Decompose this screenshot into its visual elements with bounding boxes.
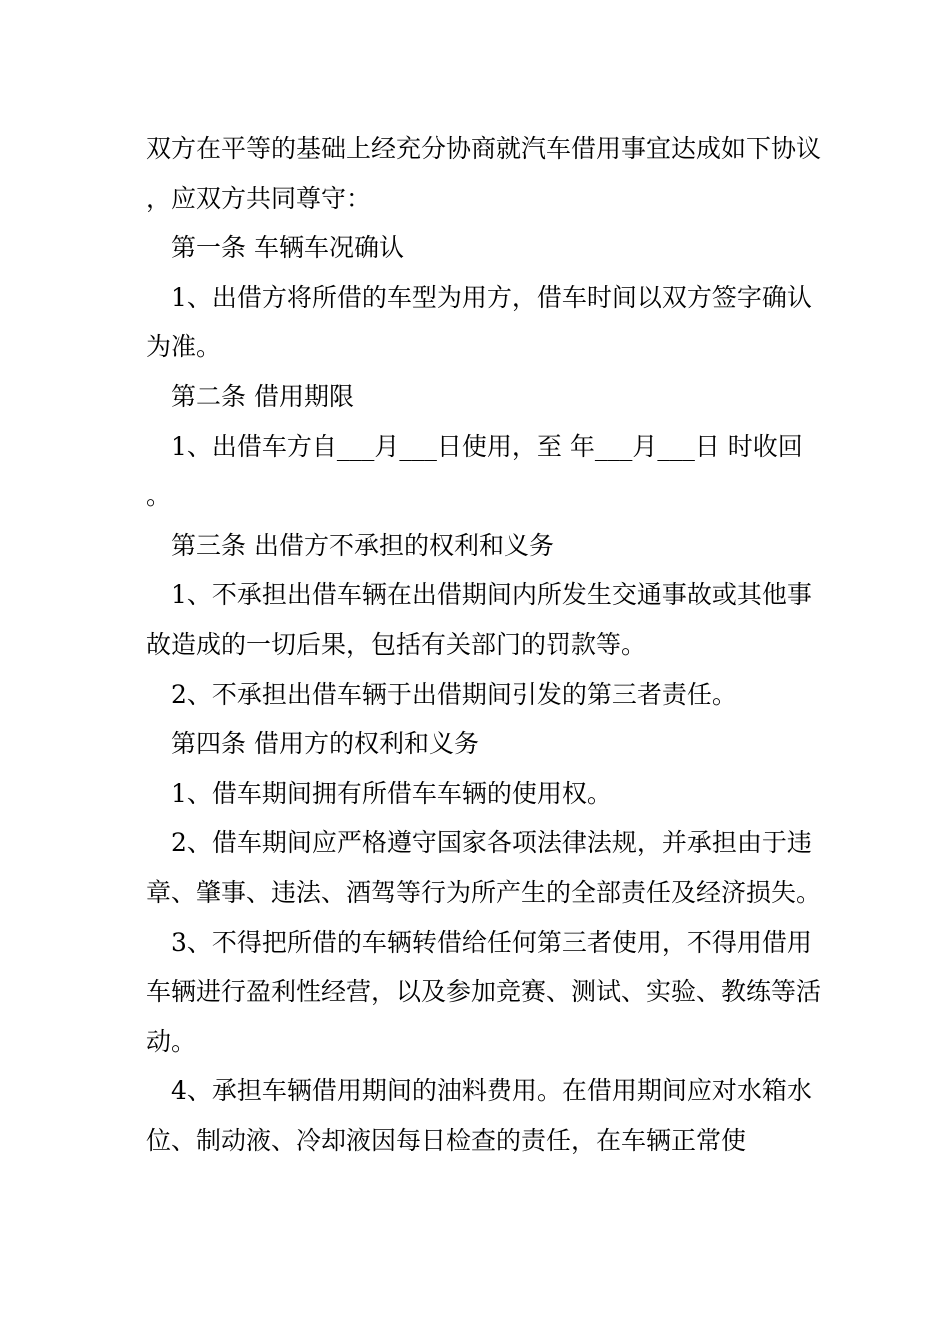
article-4-clause-1: 1、借车期间拥有所借车车辆的使用权。 <box>171 778 612 808</box>
intro-paragraph: 双方在平等的基础上经充分协商就汽车借用事宜达成如下协议，应双方共同尊守： <box>146 134 822 213</box>
article-4-clause-3: 3、不得把所借的车辆转借给任何第三者使用，不得用借用车辆进行盈利性经营，以及参加竞赛、测试、实验、教练等活动。 <box>146 927 822 1056</box>
article-4-clause-2: 2、借车期间应严格遵守国家各项法律法规，并承担由于违章、肇事、违法、酒驾等行为所产生的全部责任及经济损失。 <box>146 828 822 907</box>
article-1-clause-1: 1、出借方将所借的车型为用方，借车时间以双方签字确认为准。 <box>146 282 812 362</box>
article-4-clause-4: 4、承担车辆借用期间的油料费用。在借用期间应对水箱水位、制动液、冷却液因每日检查的责任，在车辆正常使 <box>146 1076 812 1155</box>
article-2-clause-1: 1、出借车方自___月___日使用，至 年___月___日 时收回。 <box>146 431 803 511</box>
article-3-clause-1: 1、不承担出借车辆在出借期间内所发生交通事故或其他事故造成的一切后果，包括有关部门的罚款等。 <box>146 580 812 659</box>
article-3-clause-2: 2、不承担出借车辆于出借期间引发的第三者责任。 <box>171 679 737 709</box>
article-3-heading: 第三条 出借方不承担的权利和义务 <box>171 530 554 560</box>
article-2-heading: 第二条 借用期限 <box>171 381 354 411</box>
document-body <box>146 124 826 1165</box>
article-1-heading: 第一条 车辆车况确认 <box>171 233 404 263</box>
article-4-heading: 第四条 借用方的权利和义务 <box>171 729 479 759</box>
